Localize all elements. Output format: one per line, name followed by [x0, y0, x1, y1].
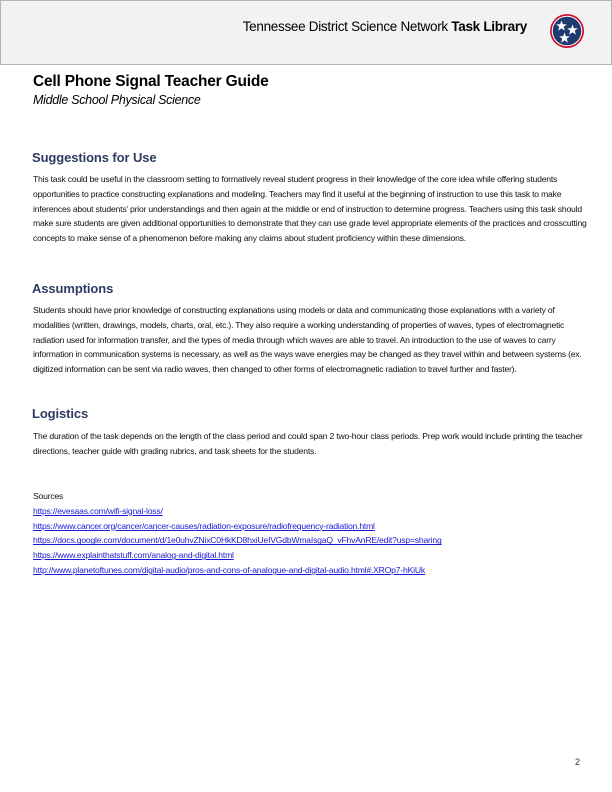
source-link[interactable]: http://www.planetoftunes.com/digital-audio/pros-and-cons-of-analogue-and-digital-audio.html#.XROp7-hKiUk — [33, 564, 425, 575]
header-title — [243, 19, 527, 34]
source-link[interactable]: https://www.explainthatstuff.com/analog-and-digital.html — [33, 550, 234, 561]
sources-label: Sources — [33, 491, 64, 501]
section-body-suggestions: This task could be useful in the classroom setting to formatively reveal student progress in their knowledge of the core idea while offering students opportunities to practice constructing explanations and modeling. Teachers may find it useful at the beginning of instruction to use this task to make inferences about students' prior understandings and then again at the middle or end of instruction to determine progress. Teachers using this task should make sure students are given additional opportunities to demonstrate that they can use grade level appropriate elements of the practices and crosscutting concepts to make sense of a phenomenon before making any claims about student proficiency within these dimensions. — [33, 174, 587, 244]
section-heading-assumptions: Assumptions — [32, 281, 114, 296]
document-title: Cell Phone Signal Teacher Guide — [33, 73, 269, 90]
header-title-bold: Task Library — [451, 19, 527, 34]
page-number: 2 — [575, 757, 581, 767]
section-body-logistics: The duration of the task depends on the length of the class period and could span 2 two-hour class periods. Prep work would include printing the teacher directions, teacher guide with grading rubrics, and task sheets for the students. — [33, 431, 583, 456]
source-link[interactable]: https://docs.google.com/document/d/1e0uhvZNixC0HkKD8hxiUeIVGdbWmaIsgaQ_vFhvAnRE/edit?usp=sharing — [33, 535, 442, 546]
source-link[interactable]: https://evesaas.com/wifi-signal-loss/ — [33, 505, 163, 516]
page-header — [0, 0, 612, 65]
header-title-regular: Tennessee District Science Network — [242, 19, 452, 34]
source-link[interactable]: https://www.cancer.org/cancer/cancer-causes/radiation-exposure/radiofrequency-radiation.html — [33, 520, 375, 531]
section-body-assumptions: Students should have prior knowledge of constructing explanations using models or data and communicating those explanations with a variety of modalities (written, drawings, models, charts, oral, etc.). They also require a working understanding of properties of waves, types of electromagnetic radiation used for information transfer, and the types of media through which waves are able to travel. An introduction to the use of waves to carry information in communication systems is necessary, as well as the ways wave energies may be changed as they travel within and between systems (ex. digitized information can be sent via radio waves, then changed to other forms of electromagnetic radiation to travel further and faster). — [33, 305, 582, 375]
sources-block — [33, 489, 442, 578]
document-subtitle: Middle School Physical Science — [33, 93, 201, 107]
section-heading-suggestions: Suggestions for Use — [32, 150, 157, 165]
section-heading-logistics: Logistics — [32, 406, 89, 421]
tennessee-tri-star-icon — [549, 13, 585, 49]
